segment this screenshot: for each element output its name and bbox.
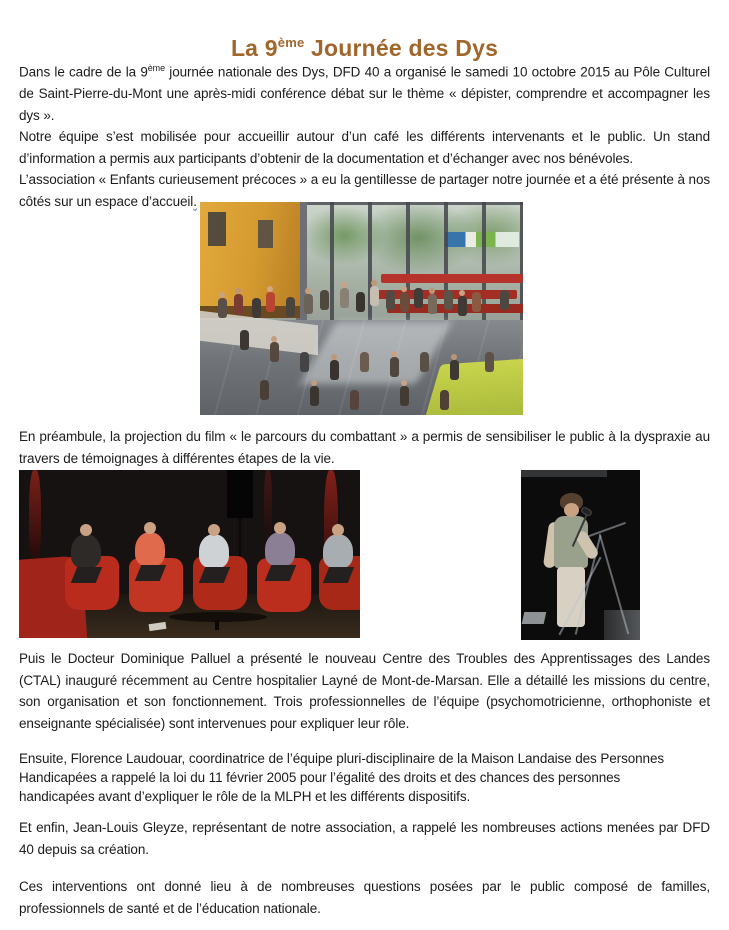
table-stem (215, 620, 219, 630)
wall-poster (258, 220, 273, 248)
paragraph-preambule: En préambule, la projection du film « le parcours du combattant » a permis de sensibiliser le public à la dyspraxie au travers de témoignages à différentes étapes de la vie. (19, 429, 710, 466)
laptop (522, 612, 547, 624)
panelist-figure (323, 534, 353, 568)
intro1-before-sup: Dans le cadre de la 9 (19, 64, 148, 80)
red-benches (381, 274, 523, 283)
intro-block (19, 58, 710, 212)
intro1-after-sup: journée nationale des Dys, DFD 40 a organisé le samedi 10 octobre 2015 au Pôle Culturel de Saint-Pierre-du-Mont une après-midi conférence débat sur le thème « dépister, comprendre et accompagner les dys ». (19, 64, 710, 123)
ceiling-strip (521, 470, 607, 477)
speaker-face (564, 503, 579, 517)
panelist-figure (265, 532, 295, 566)
paragraph-closing: Ces interventions ont donné lieu à de nombreuses questions posées par le public composé de familles, professionnels de santé et de l’éducation nationale. (19, 879, 710, 916)
panelist-figure (135, 532, 165, 566)
wall-poster (208, 212, 226, 246)
paragraph-laudouar: Ensuite, Florence Laudouar, coordinatrice de l’équipe pluri-disciplinaire de la Maison Landaise des Personnes Handicapées a rappelé la loi du 11 février 2005 pour l’égalité des droits et des chances des personnes handicapées avant d’expliquer le rôle de la MLPH et les différents dispositifs. (19, 751, 664, 804)
title-prefix: La 9 (230, 35, 278, 62)
photo-table-ronde (19, 470, 360, 638)
title-suffix: Journée des Dys (304, 35, 499, 62)
paragraph-intro-1 (19, 58, 710, 126)
intro3-text: L’association « Enfants curieusement précoces » a eu la gentillesse de partager notre journée et a été présente à nos côtés sur un espace d’accueil (19, 172, 710, 209)
spellcheck-squiggle: . (193, 193, 197, 209)
red-light-streak (29, 470, 41, 566)
title-superscript: ème (277, 34, 305, 50)
intro1-superscript: ème (147, 63, 165, 73)
microphone-icon (580, 506, 593, 518)
speaker-stand (239, 518, 241, 578)
paragraph-palluel: Puis le Docteur Dominique Palluel a présenté le nouveau Centre des Troubles des Apprentissages des Landes (CTAL) inauguré récemment au Centre hospitalier Layné de Mont-de-Marsan. Elle a détaillé les missions du centre, son organisation et son fonctionnement. Trois professionnelles de l’équipe (psychomotricienne, orthophoniste et enseignante spécialisée) sont intervenues pour expliquer leur rôle. (19, 651, 710, 731)
photo-oratrice-pupitre (521, 470, 640, 640)
stage-speaker-box (227, 470, 253, 518)
paragraph-gleyze: Et enfin, Jean-Louis Gleyze, représentant de notre association, a rappelé les nombreuses actions menées par DFD 40 depuis sa création. (19, 820, 710, 857)
paragraph-intro-2: Notre équipe s’est mobilisée pour accueillir autour d’un café les différents intervenants et le public. Un stand d’information a permis aux participants d’obtenir de la documentation et d’échanger avec nos bénévoles. (19, 129, 710, 166)
red-light-streak (264, 470, 272, 540)
panelist-figure (199, 534, 229, 568)
panelist-figure (71, 534, 101, 568)
crowd-silhouettes (200, 202, 209, 222)
photo-hall-accueil (200, 202, 523, 415)
window-mullions (296, 202, 523, 331)
